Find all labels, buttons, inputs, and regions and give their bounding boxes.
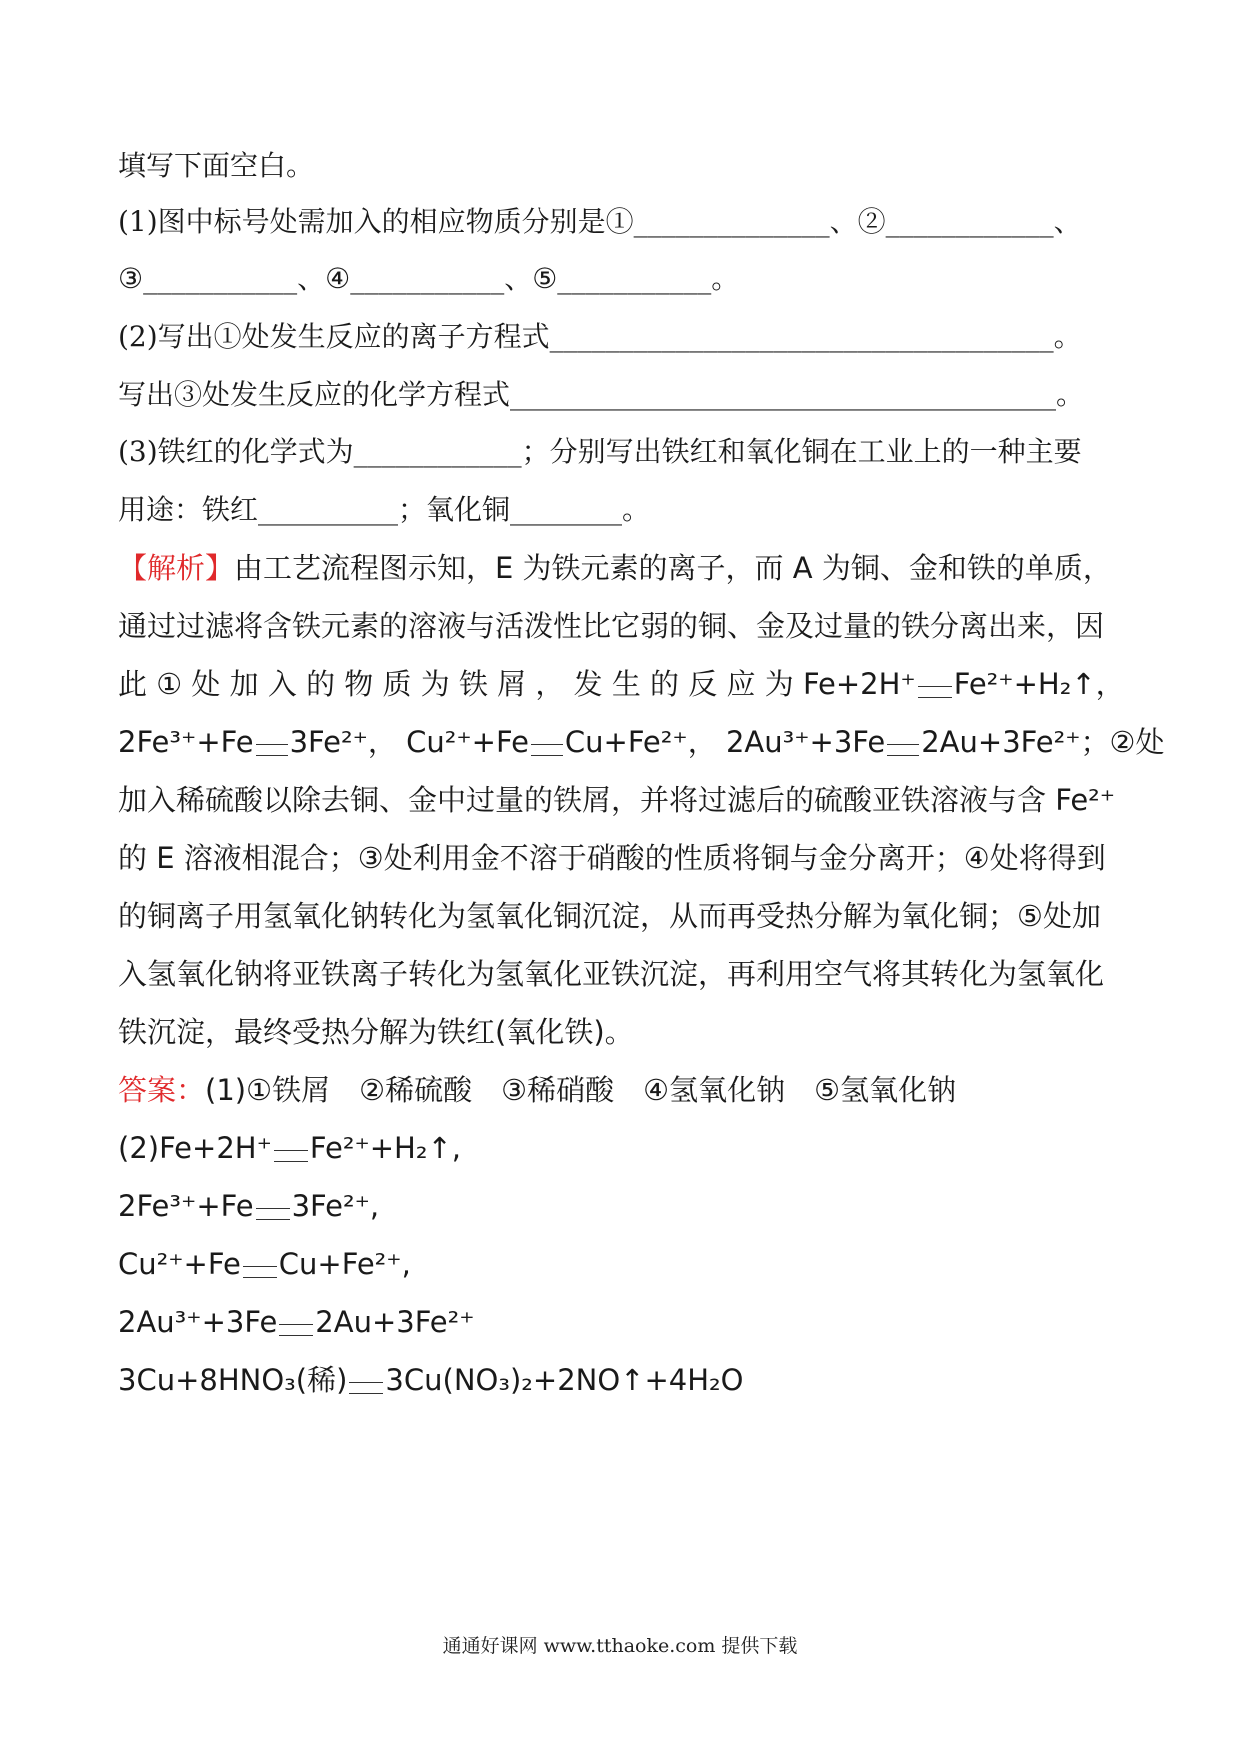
equation-left: Fe+2H⁺ <box>802 667 916 701</box>
analysis-text-3: 此 ① 处 加 入 的 物 质 为 铁 屑 ， 发 生 的 反 应 为 <box>118 667 794 701</box>
analysis-line-2: 通过过滤将含铁元素的溶液与活泼性比它弱的铜、金及过量的铁分离出来，因 <box>118 609 1105 643</box>
analysis-line-8: 入氢氧化钠将亚铁离子转化为氢氧化亚铁沉淀，再利用空气将其转化为氢氧化 <box>118 957 1105 991</box>
equals-sign <box>531 744 563 756</box>
equation-right: 3Fe²⁺, <box>291 1189 380 1223</box>
answer-label: 答案： <box>118 1073 206 1107</box>
question-1-line-1: (1)图中标号处需加入的相应物质分别是①______________、②____________、 <box>118 205 1082 238</box>
question-1-line-2: ③___________、④___________、⑤___________。 <box>118 262 740 295</box>
equals-sign <box>918 686 952 698</box>
answer-equation-1 <box>118 1128 461 1168</box>
equation-left: 2Fe³⁺+Fe <box>118 1189 254 1223</box>
question-3-line-2: 用途：铁红__________；氧化铜________。 <box>118 493 651 526</box>
equation-right: 2Au+3Fe²⁺ <box>315 1305 475 1339</box>
equals-sign <box>887 744 919 756</box>
equation-left: Cu²⁺+Fe <box>406 725 529 759</box>
answer-equation-2 <box>118 1186 379 1226</box>
equals-sign <box>274 1150 308 1162</box>
question-2-line-2: 写出③处发生反应的化学方程式_______________________________________。 <box>118 378 1085 411</box>
equation-left: 2Au³⁺+3Fe <box>118 1305 278 1339</box>
answer-line-1 <box>118 1070 956 1110</box>
question-2-line-1: (2)写出①处发生反应的离子方程式____________________________________。 <box>118 320 1082 353</box>
answer-text-1: (1)①铁屑 ②稀硫酸 ③稀硝酸 ④氢氧化钠 ⑤氢氧化钠 <box>205 1073 957 1107</box>
question-3-line-1: (3)铁红的化学式为____________；分别写出铁红和氧化铜在工业上的一种主要 <box>118 435 1082 468</box>
analysis-line-5: 加入稀硫酸以除去铜、金中过量的铁屑，并将过滤后的硫酸亚铁溶液与含 Fe²⁺ <box>118 783 1116 817</box>
equation-left: Cu²⁺+Fe <box>118 1247 241 1281</box>
equation-right: 3Cu(NO₃)₂+2NO↑+4H₂O <box>385 1363 744 1397</box>
equation-left: 2Fe³⁺+Fe <box>118 725 254 759</box>
analysis-line-3 <box>118 664 1125 704</box>
analysis-line-1 <box>118 548 1112 588</box>
equals-sign <box>256 1208 290 1220</box>
answer-equation-3 <box>118 1244 411 1284</box>
equals-sign <box>243 1266 277 1278</box>
equation-right: Cu+Fe²⁺， <box>564 725 717 759</box>
equals-sign <box>256 744 288 756</box>
equation-right: Fe²⁺+H₂↑, <box>309 1131 462 1165</box>
equation-right: Fe²⁺+H₂↑， <box>953 667 1125 701</box>
equation-right: Cu+Fe²⁺, <box>278 1247 411 1281</box>
analysis-label: 【解析】 <box>118 551 235 585</box>
answer-equation-4 <box>118 1302 475 1342</box>
analysis-line-4 <box>118 722 1165 762</box>
equation-right: 3Fe²⁺， <box>289 725 397 759</box>
analysis-text-1: 由工艺流程图示知，E 为铁元素的离子，而 A 为铜、金和铁的单质， <box>234 551 1112 585</box>
analysis-line-9: 铁沉淀，最终受热分解为铁红(氧化铁)。 <box>118 1015 634 1049</box>
equals-sign <box>279 1324 313 1336</box>
equation-right: 2Au+3Fe²⁺；②处 <box>921 725 1165 759</box>
equals-sign <box>349 1382 383 1394</box>
question-intro: 填写下面空白。 <box>118 149 315 182</box>
analysis-line-7: 的铜离子用氢氧化钠转化为氢氧化铜沉淀，从而再受热分解为氧化铜；⑤处加 <box>118 899 1101 933</box>
page-footer: 通通好课网 www.tthaoke.com 提供下载 <box>442 1635 798 1657</box>
equation-left: 3Cu+8HNO₃(稀) <box>118 1363 348 1397</box>
equation-left: (2)Fe+2H⁺ <box>118 1131 272 1165</box>
analysis-line-6: 的 E 溶液相混合；③处利用金不溶于硝酸的性质将铜与金分离开；④处将得到 <box>118 841 1106 875</box>
answer-equation-5 <box>118 1360 743 1400</box>
equation-left: 2Au³⁺+3Fe <box>725 725 886 759</box>
